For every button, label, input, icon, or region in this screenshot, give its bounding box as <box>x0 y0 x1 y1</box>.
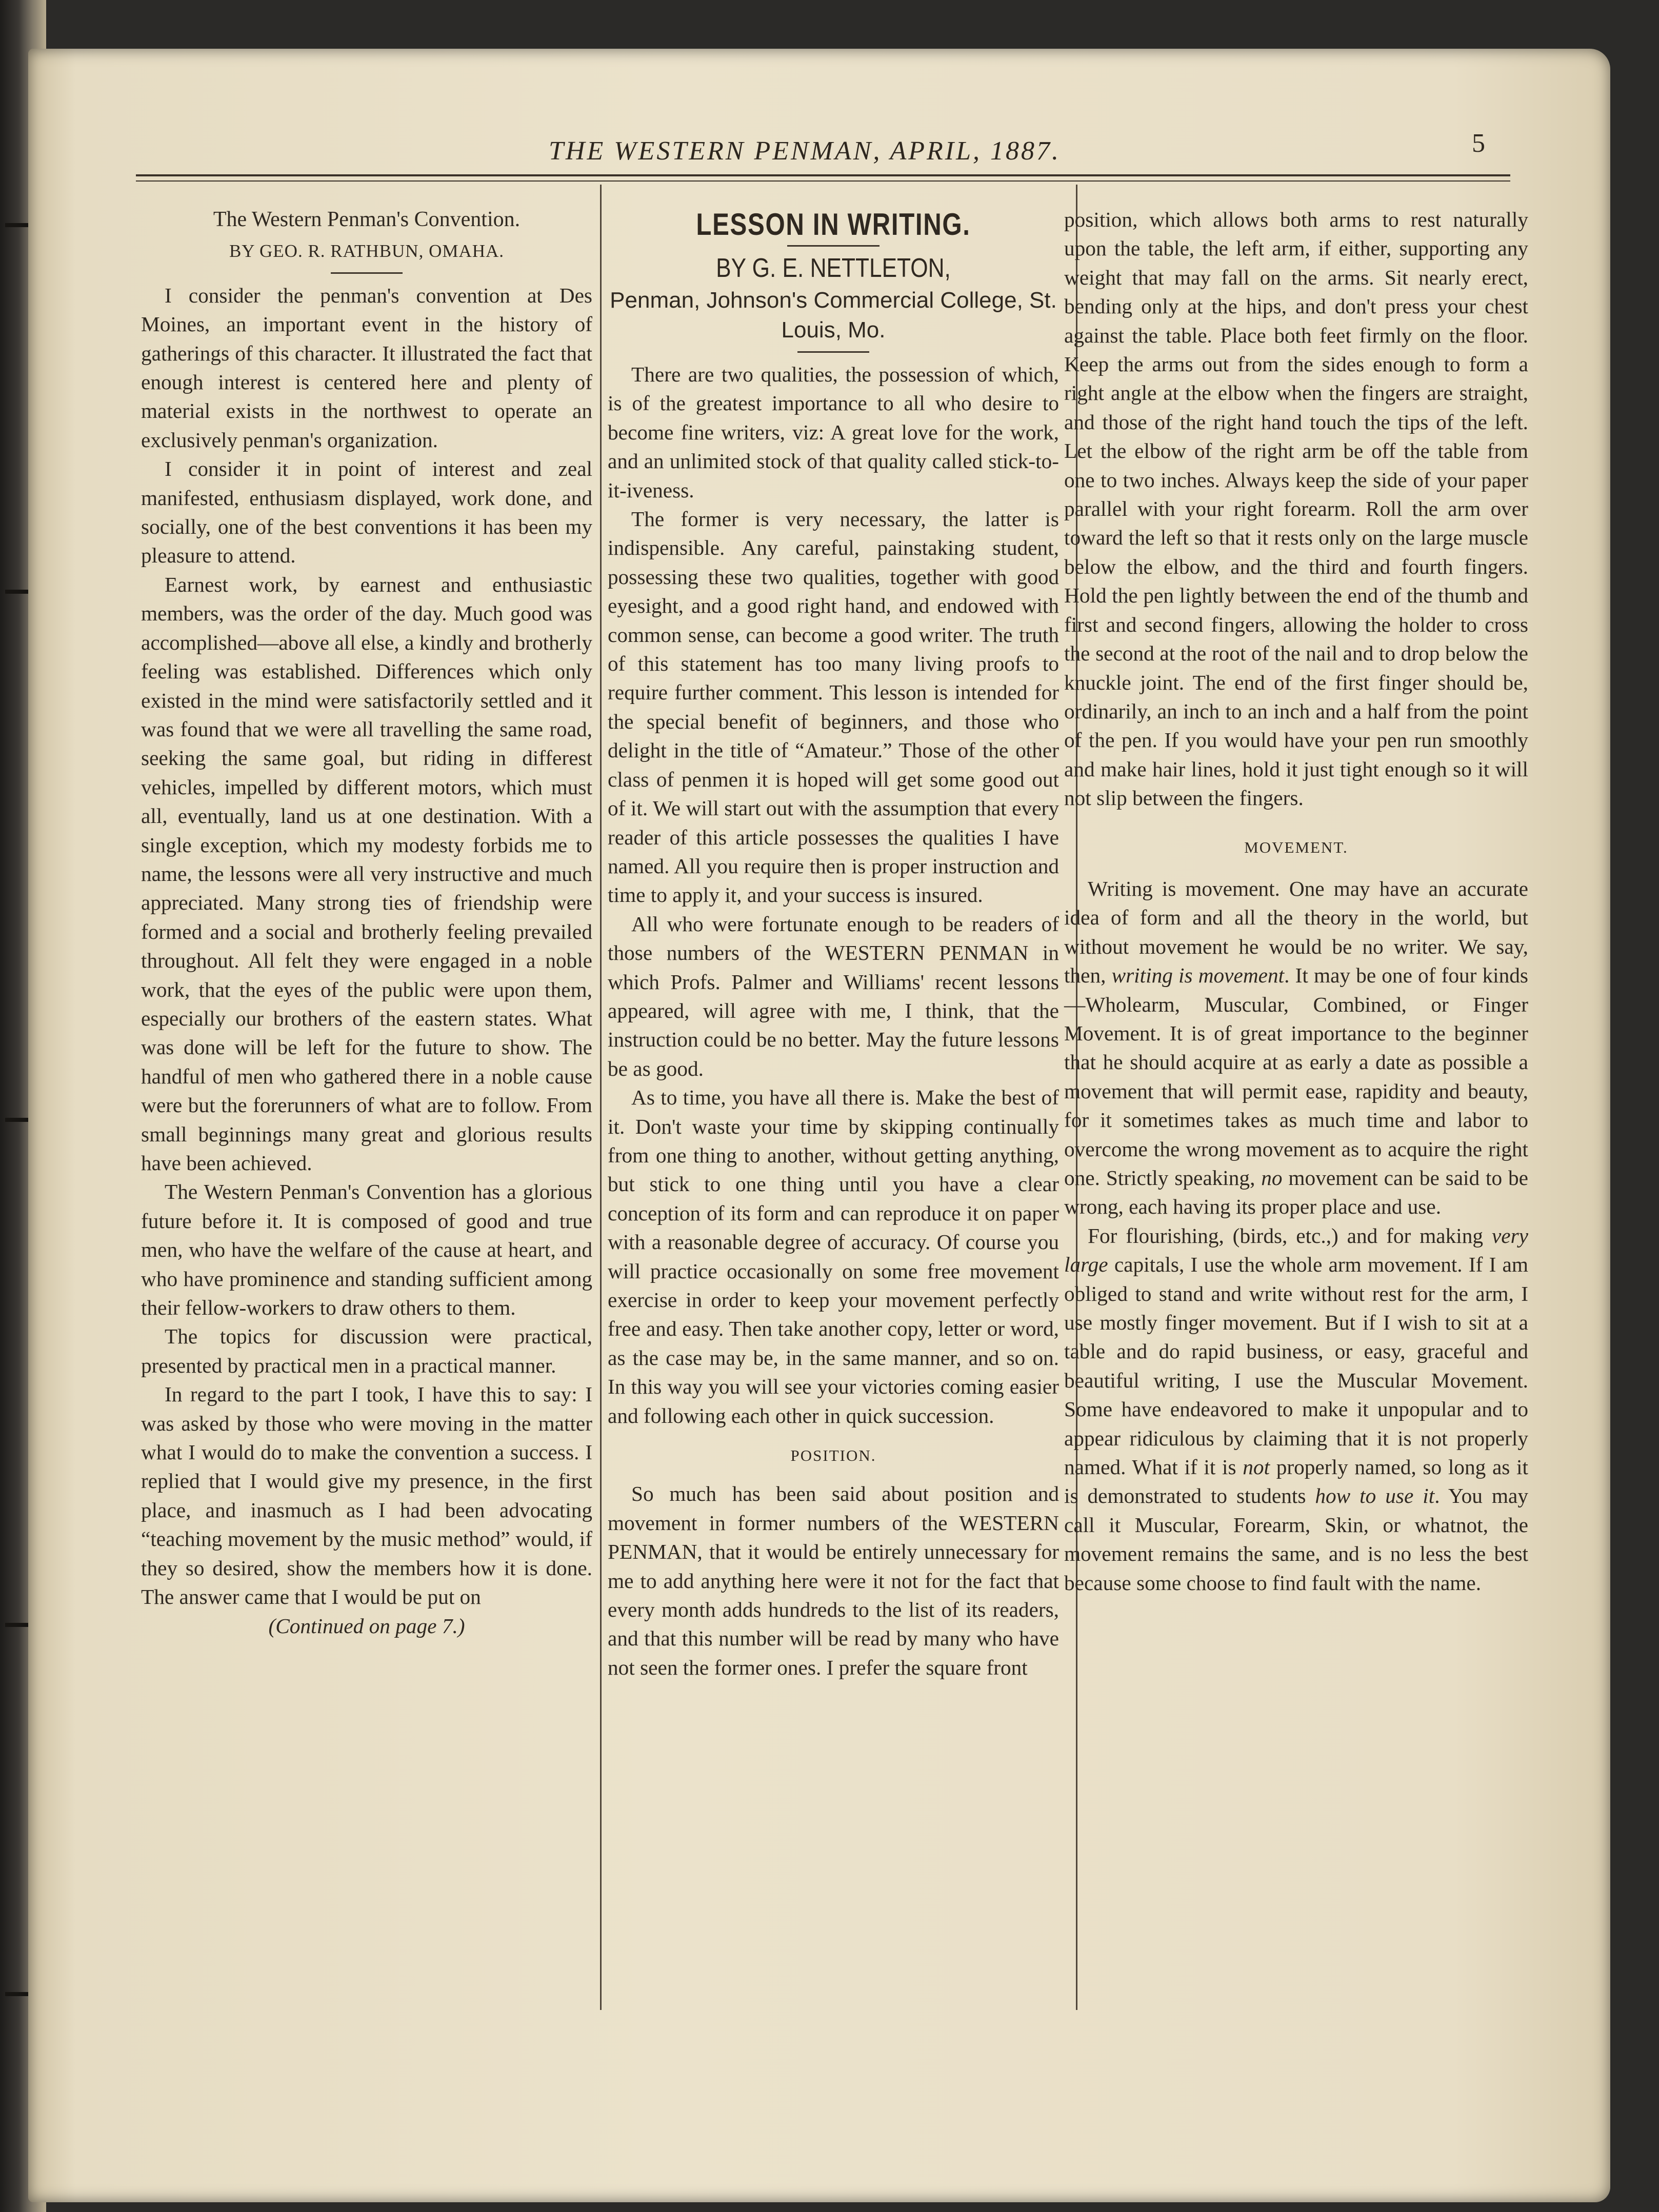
lesson-byline: BY G. E. NETTLETON, <box>716 253 951 283</box>
emphasis: writing is movement <box>1111 963 1285 988</box>
text-run: capitals, I use the whole arm movement. If I am obliged to stand and write without rest for the arm, I use mostly finger movement. But if I wish to sit at a table and do rapid business, or easy, graceful and beautiful writing, I use the Muscular Movement. Some have endeavored to make it unpopular and to appear ridiculous by claiming that it is not properly named. What if it is <box>1064 1253 1528 1479</box>
paragraph: The topics for discussion were practical, presented by practical men in a practical manner. <box>141 1324 592 1377</box>
text-run: properly named, so long as it is demonstrated to students <box>1064 1455 1528 1508</box>
emphasis: not <box>1243 1455 1270 1479</box>
emphasis: no <box>1261 1166 1283 1190</box>
title-rule <box>797 351 869 353</box>
text-run: movement can be said to be wrong, each having its proper place and use. <box>1064 1166 1528 1219</box>
section-heading-position: POSITION. <box>790 1446 876 1465</box>
paragraph: The former is very necessary, the latter is indispensible. Any careful, painstaking student, possessing these two qualities, together with good eyesight, and a good right hand, and endowed with common sense, can become a good writer. The truth of this statement has too many living proofs to require further comment. This lesson is intended for the special benefit of beginners, and those who delight in the title of “Amateur.” Those of the other class of penmen it is hoped will get some good out of it. We will start out with the assumption that every reader of this article possesses the qualities I have named. All you require then is proper instruction and time to apply it, and your success is insured. <box>608 507 1059 907</box>
paragraph: The Western Penman's Convention has a glorious future before it. It is composed of good and true men, who have the welfare of the cause at heart, and who have prominence and standing sufficient among their fellow-workers to draw others to them. <box>141 1180 592 1320</box>
paragraph: Earnest work, by earnest and enthusiastic members, was the order of the day. Much good was accomplished—above all else, a kindly and brotherly feeling was established. Differences which only existed in the mind were satisfactorily settled and it was found that we were all travelling the same road, seeking the same goal, but riding in differest vehicles, impelled by different motors, which must all, eventually, land us at one destination. With a single exception, which my modesty forbids me to name, the lessons were all very instructive and much appreciated. Many strong ties of friendship were formed and a social and brotherly feeling prevailed throughout. All felt they were engaged in a noble work, that the eyes of the public were upon them, especially our brothers of the eastern states. What was done will be left for the future to show. The handful of men who gathered there in a noble cause were but the forerunners of what are to follow. From small beginnings many great and glorious results have been achieved. <box>141 572 592 1175</box>
paragraph <box>1064 874 1528 1221</box>
title-rule <box>331 272 403 274</box>
paragraph: position, which allows both arms to rest naturally upon the table, the left arm, if either, supporting any weight that may fall on the arms. Sit nearly erect, bending only at the hips, and don't press your chest against the table. Place both feet firmly on the floor. Keep the arms out from the sides enough to form a right angle at the elbow when the fingers are straight, and those of the right hand touch the tips of the left. Let the elbow of the right arm be off the table from one to two inches. Always keep the side of your paper parallel with your right forearm. Roll the arm over toward the left so that it rests only on the large muscle below the elbow, and the third and fourth fingers. Hold the pen lightly between the end of the thumb and first and second fingers, allowing the holder to cross the second at the root of the nail and to drop below the knuckle joint. The end of the first finger should be, ordinarily, an inch to an inch and a half from the point of the pen. If you would have your pen run smoothly and make hair lines, hold it just tight enough so it will not slip between the fingers. <box>1064 208 1528 810</box>
header-rule <box>136 174 1510 176</box>
paragraph: All who were fortunate enough to be readers of those numbers of the WESTERN PENMAN in which Profs. Palmer and Williams' recent lessons appeared, will agree with me, I think, that the instruction could be no better. May the future lessons be as good. <box>608 912 1059 1080</box>
paragraph: There are two qualities, the possession of which, is of the greatest importance to all who desire to become fine writers, viz: A great love for the work, and an unlimited stock of that quality called stick-to-it-iveness. <box>608 363 1059 502</box>
paragraph: So much has been said about position and movement in former numbers of the WESTERN PENMAN, that it would be entirely unnecessary for me to add anything here were it not for the fact that every month adds hundreds to the list of its readers, and that this number will be read by many who have not seen the former ones. I prefer the square front <box>608 1482 1059 1679</box>
text-run: For flourishing, (birds, etc.,) and for making <box>1088 1223 1492 1248</box>
column-1 <box>141 205 592 1640</box>
column-2 <box>608 205 1059 1682</box>
section-heading-movement: MOVEMENT. <box>1244 838 1348 856</box>
lesson-affiliation: Penman, Johnson's Commercial College, St. Louis, Mo. <box>610 288 1057 343</box>
lesson-title: LESSON IN WRITING. <box>696 207 971 242</box>
text-run: Writing is movement. One may have an accurate idea of form and all the theory in the world, but without movement he would be no writer. We say, then, <box>1064 876 1528 988</box>
column-divider <box>600 185 602 2010</box>
page-number: 5 <box>1472 129 1485 158</box>
emphasis: very large <box>1064 1223 1528 1277</box>
header-rule-thin <box>136 180 1510 182</box>
column-3 <box>1064 205 1528 1597</box>
article-title: The Western Penman's Convention. <box>213 208 521 231</box>
continued-note: (Continued on page 7.) <box>268 1614 465 1638</box>
paragraph: I consider it in point of interest and zeal manifested, enthusiasm displayed, work done, and socially, one of the best conventions it has been my pleasure to attend. <box>141 457 592 568</box>
paragraph: In regard to the part I took, I have this to say: I was asked by those who were moving in the matter what I would do to make the convention a success. I replied that I would give my presence, in the first place, and inasmuch as I had been advocating “teaching movement by the music method” would, if they so desired, show the members how it is done. The answer came that I would be put on <box>141 1382 592 1609</box>
paragraph: I consider the penman's convention at Des Moines, an important event in the history of gatherings of this character. It illustrated the fact that enough interest is centered here and plenty of material exists in the northwest to operate an exclusively penman's organization. <box>141 283 592 452</box>
running-title: THE WESTERN PENMAN, APRIL, 1887. <box>549 136 1061 166</box>
text-run: . It may be one of four kinds—Wholearm, Muscular, Combined, or Finger Movement. It is of great importance to the beginner that he should acquire at as early a date as possible a movement that will permit ease, rapidity and beauty, for it sometimes takes as much time and labor to overcome the wrong movement as to acquire the right one. Strictly speaking, <box>1064 963 1529 1190</box>
text-run: . You may call it Muscular, Forearm, Skin, or whatnot, the movement remains the same, and is no less the best because some choose to find fault with the name. <box>1064 1484 1529 1595</box>
title-rule <box>787 245 880 247</box>
emphasis: how to use it <box>1315 1484 1435 1508</box>
article-byline: BY GEO. R. RATHBUN, OMAHA. <box>229 241 505 262</box>
paragraph <box>1064 1221 1528 1597</box>
paragraph: As to time, you have all there is. Make the best of it. Don't waste your time by skipping continually from one thing to another, without getting anything, but stick to one thing until you have a clear conception of its form and can reproduce it on paper with a reasonable degree of accuracy. Of course you will practice occasionally on some free movement exercise in order to keep your movement perfectly free and easy. Then take another copy, letter or word, as the case may be, in the same manner, and so on. In this way you will see your victories coming easier and following each other in quick succession. <box>608 1085 1059 1427</box>
